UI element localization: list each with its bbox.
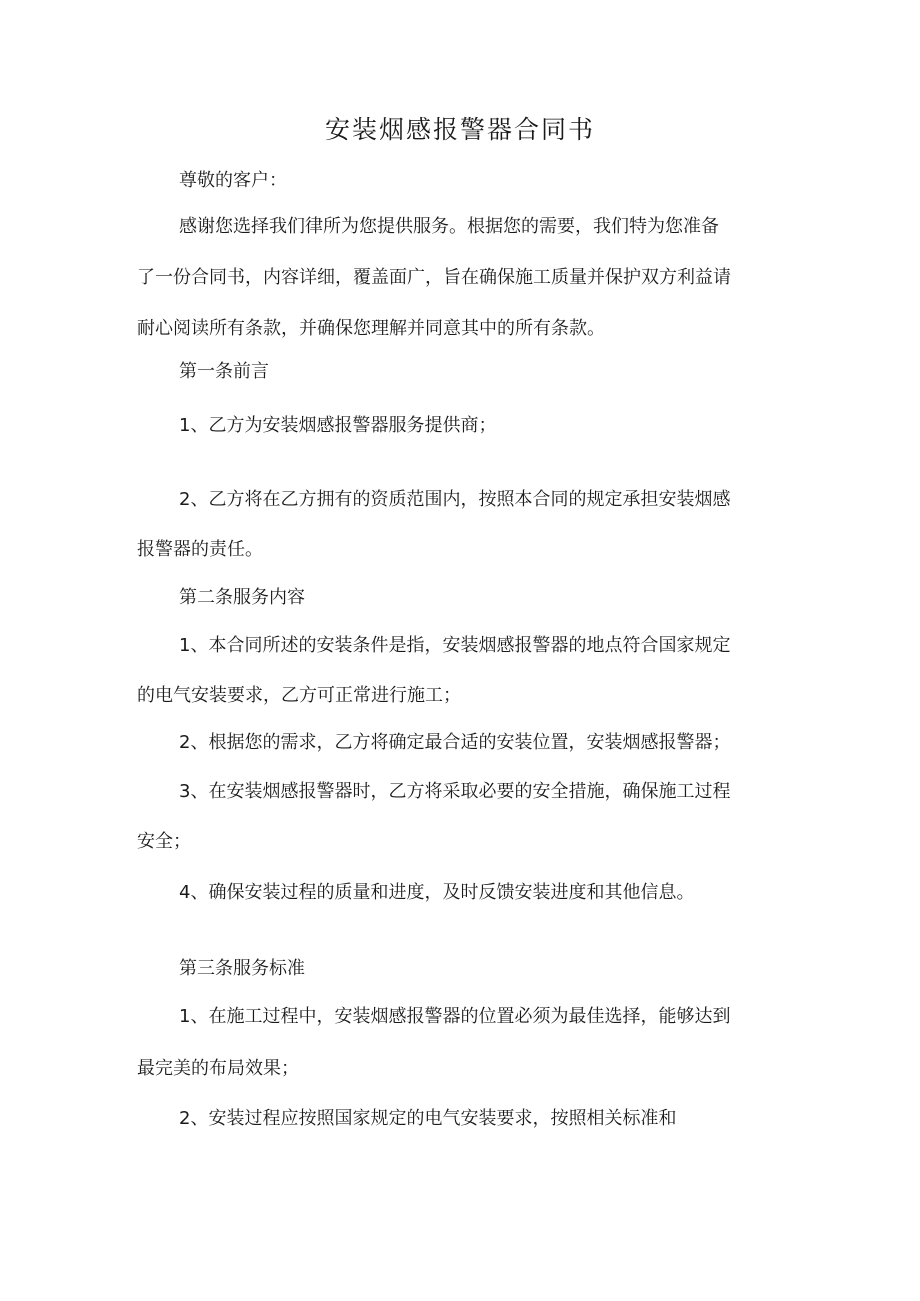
article-3-item-2-text: 2、安装过程应按照国家规定的电气安装要求，按照相关标准和 — [179, 1108, 677, 1129]
article-1-heading-text: 第一条前言 — [179, 361, 269, 382]
article-3-item-1-line-2: 最完美的布局效果； — [137, 1058, 299, 1079]
document-title: 安装烟感报警器合同书 — [324, 115, 595, 144]
intro-line-2: 了一份合同书，内容详细，覆盖面广，旨在确保施工质量并保护双方利益请 — [137, 267, 731, 288]
article-1-heading — [137, 359, 792, 385]
article-3-item-2 — [137, 1106, 792, 1132]
greeting — [137, 168, 792, 194]
article-2-heading-text: 第二条服务内容 — [179, 587, 305, 608]
article-2-item-3-line-1: 3、在安装烟感报警器时，乙方将采取必要的安全措施，确保施工过程 — [179, 781, 731, 802]
article-1-item-2-line-1: 2、乙方将在乙方拥有的资质范围内，按照本合同的规定承担安装烟感 — [179, 489, 731, 510]
article-2-heading — [137, 585, 792, 611]
article-3-heading — [137, 956, 792, 982]
article-1-item-2-line-2: 报警器的责任。 — [137, 539, 263, 560]
intro-paragraph — [137, 214, 792, 342]
intro-line-1: 感谢您选择我们律所为您提供服务。根据您的需要，我们特为您准备 — [179, 216, 719, 237]
article-3-item-1-line-1: 1、在施工过程中，安装烟感报警器的位置必须为最佳选择，能够达到 — [179, 1006, 731, 1027]
article-1-item-2 — [137, 487, 792, 563]
article-2-item-2-text: 2、根据您的需求，乙方将确定最合适的安装位置，安装烟感报警器； — [179, 732, 731, 753]
article-2-item-1-line-1: 1、本合同所述的安装条件是指，安装烟感报警器的地点符合国家规定 — [179, 635, 731, 656]
article-1-item-1-text: 1、乙方为安装烟感报警器服务提供商； — [179, 415, 497, 436]
article-2-item-3-line-2: 安全； — [137, 831, 191, 852]
article-2-item-2 — [137, 730, 792, 756]
article-2-item-3 — [137, 779, 792, 855]
article-1-item-1 — [137, 413, 792, 439]
article-3-heading-text: 第三条服务标准 — [179, 958, 305, 979]
intro-line-3: 耐心阅读所有条款，并确保您理解并同意其中的所有条款。 — [137, 318, 605, 339]
article-2-item-4 — [137, 880, 792, 906]
article-3-item-1 — [137, 1004, 792, 1082]
article-2-item-1 — [137, 633, 792, 709]
article-2-item-1-line-2: 的电气安装要求，乙方可正常进行施工； — [137, 685, 461, 706]
greeting-text: 尊敬的客户： — [179, 170, 287, 191]
article-2-item-4-text: 4、确保安装过程的质量和进度，及时反馈安装进度和其他信息。 — [179, 882, 695, 903]
